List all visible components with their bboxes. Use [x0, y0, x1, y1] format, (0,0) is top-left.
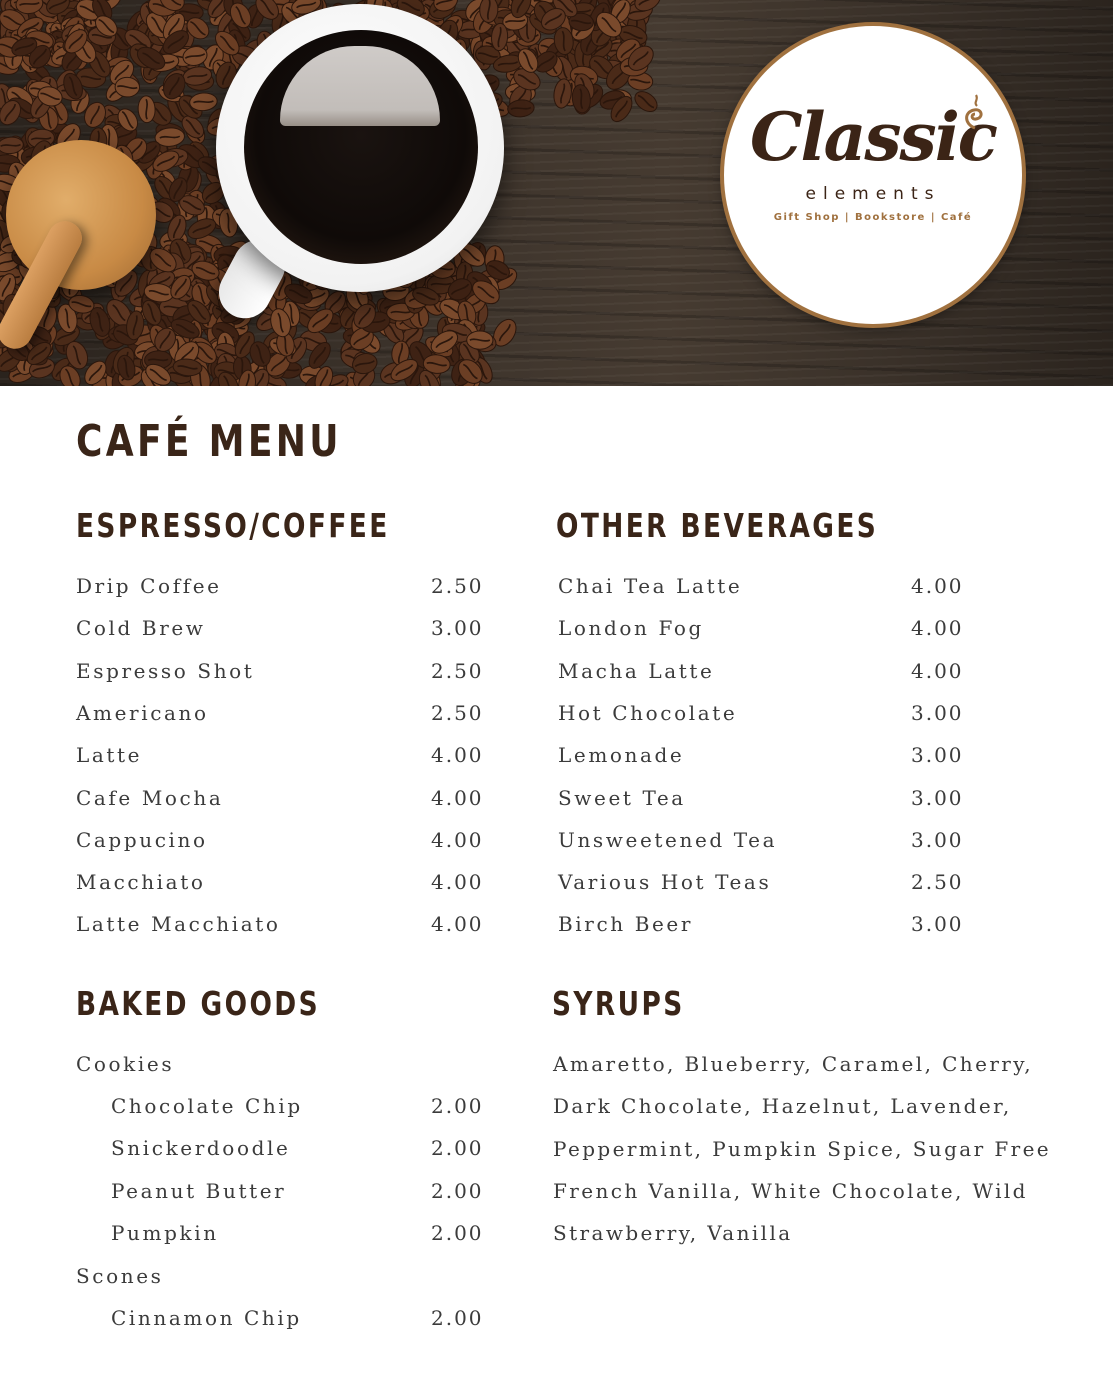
espresso-item-price: 3.00: [431, 616, 484, 641]
espresso-item-price: 2.50: [431, 658, 484, 683]
cookie-item-price: 2.00: [431, 1136, 484, 1161]
syrup-line: Amaretto, Blueberry, Caramel, Cherry,: [553, 1052, 1034, 1076]
steam-swirl-icon: [960, 94, 990, 130]
beverage-item-name: Sweet Tea: [558, 785, 686, 810]
cookie-item-price: 2.00: [431, 1220, 484, 1245]
beverage-item-price: 3.00: [911, 743, 964, 768]
wooden-spoon: [6, 140, 156, 290]
brand-logo: [724, 26, 1022, 324]
espresso-item-name: Drip Coffee: [76, 574, 222, 598]
category-label-scones: Scones: [76, 1264, 164, 1288]
syrup-line: Dark Chocolate, Hazelnut, Lavender,: [553, 1094, 1012, 1119]
espresso-item-name: Macchiato: [76, 870, 206, 895]
scone-item-name: Cinnamon Chip: [111, 1306, 302, 1330]
cookie-item-price: 2.00: [431, 1178, 484, 1203]
espresso-item-price: 4.00: [431, 912, 484, 937]
espresso-item-name: Latte: [76, 743, 143, 768]
coffee-surface: [244, 30, 478, 264]
espresso-item-price: 4.00: [431, 743, 484, 768]
beverage-item-name: Various Hot Teas: [558, 870, 772, 895]
section-title-other-beverages: OTHER BEVERAGES: [556, 506, 879, 545]
espresso-item-name: Cafe Mocha: [76, 785, 224, 810]
scone-item-price: 2.00: [431, 1306, 484, 1330]
logo-subtitle: elements: [805, 184, 941, 204]
beverage-item-name: London Fog: [558, 616, 704, 641]
beverage-item-price: 3.00: [911, 700, 964, 725]
cookie-item-name: Chocolate Chip: [111, 1094, 303, 1118]
beverage-item-name: Chai Tea Latte: [558, 574, 743, 598]
espresso-item-price: 4.00: [431, 827, 484, 852]
category-label-cookies: Cookies: [76, 1052, 175, 1076]
beverage-item-price: 2.50: [911, 870, 964, 895]
cookie-item-name: Pumpkin: [111, 1220, 219, 1245]
cookie-item-name: Peanut Butter: [111, 1178, 287, 1203]
espresso-item-price: 4.00: [431, 785, 484, 810]
beverage-item-name: Lemonade: [558, 743, 685, 768]
beverage-item-name: Birch Beer: [558, 912, 694, 937]
beverage-item-price: 3.00: [911, 827, 964, 852]
beverage-item-name: Hot Chocolate: [558, 700, 738, 725]
espresso-item-name: Latte Macchiato: [76, 912, 281, 937]
logo-wordmark: Classic: [750, 98, 996, 176]
espresso-item-price: 2.50: [431, 700, 484, 725]
espresso-item-name: Cold Brew: [76, 616, 206, 641]
section-title-espresso: ESPRESSO/COFFEE: [76, 506, 390, 545]
section-title-syrups: SYRUPS: [552, 984, 685, 1023]
logo-tagline: Gift Shop | Bookstore | Café: [773, 212, 973, 223]
syrup-line: Peppermint, Pumpkin Spice, Sugar Free: [553, 1136, 1052, 1161]
hero-banner: [0, 0, 1113, 386]
espresso-item-name: Americano: [76, 700, 209, 725]
beverage-item-price: 4.00: [911, 658, 964, 683]
espresso-item-name: Espresso Shot: [76, 658, 255, 683]
espresso-item-price: 2.50: [431, 574, 484, 598]
syrup-line: Strawberry, Vanilla: [553, 1221, 793, 1246]
beverage-item-price: 4.00: [911, 616, 964, 641]
beverage-item-price: 3.00: [911, 912, 964, 937]
section-title-baked-goods: BAKED GOODS: [76, 984, 321, 1023]
syrup-line: French Vanilla, White Chocolate, Wild: [553, 1178, 1028, 1203]
cookie-item-price: 2.00: [431, 1094, 484, 1118]
beverage-item-name: Macha Latte: [558, 658, 715, 683]
cookie-item-name: Snickerdoodle: [111, 1136, 291, 1161]
beverage-item-name: Unsweetened Tea: [558, 827, 778, 852]
menu-title: CAFÉ MENU: [76, 416, 342, 467]
beverage-item-price: 3.00: [911, 785, 964, 810]
espresso-item-name: Cappucino: [76, 827, 208, 852]
beverage-item-price: 4.00: [911, 574, 964, 598]
espresso-item-price: 4.00: [431, 870, 484, 895]
